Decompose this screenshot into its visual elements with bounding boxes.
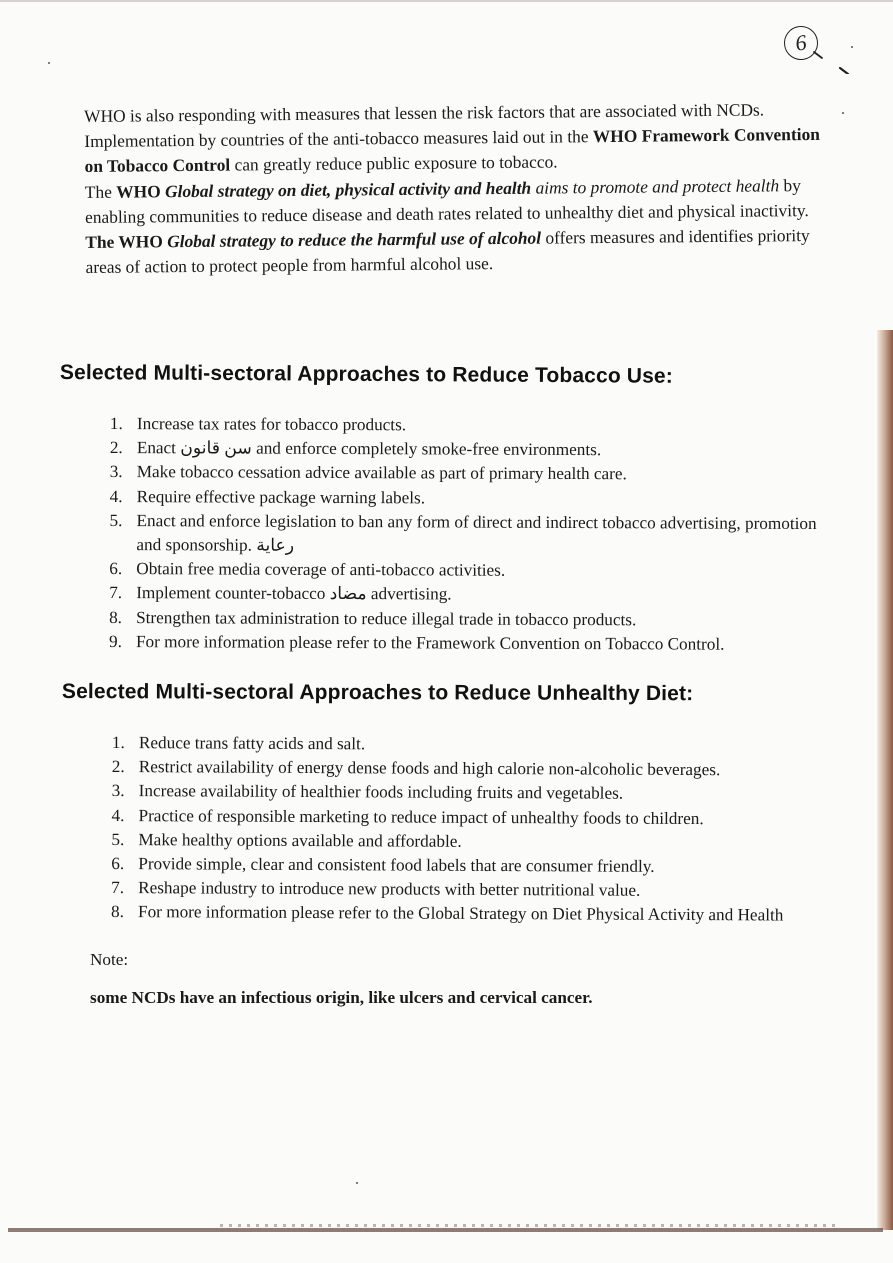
page-bottom-noise	[220, 1224, 840, 1227]
intro-text-run: WHO	[116, 180, 166, 202]
intro-text-run: The	[84, 181, 117, 202]
list-item-text: For more information please refer to the Global Strategy on Diet Physical Activity and Health	[138, 902, 784, 925]
list-item	[112, 755, 827, 783]
list-item-number: 1.	[109, 413, 123, 434]
list-item	[110, 412, 830, 439]
page-number-flourish	[812, 44, 850, 74]
list-item	[112, 779, 827, 807]
scan-speck	[842, 112, 844, 114]
list-item-text: Make tobacco cessation advice available as part of primary health care.	[136, 462, 627, 484]
list-item-number: 5.	[109, 510, 123, 530]
list-item-number: 9.	[108, 631, 122, 651]
intro-text-run: by enabling communities to reduce disease and death rates related to unhealthy diet and physical inactivity.	[84, 174, 809, 227]
tobacco-section-heading: Selected Multi-sectoral Approaches to Reduce Tobacco Use:	[59, 361, 674, 388]
list-item	[110, 460, 830, 487]
scan-speck	[851, 46, 853, 48]
list-item-text: Require effective package warning labels.	[136, 486, 426, 507]
list-item	[110, 436, 830, 463]
list-item-number: 4.	[111, 805, 125, 825]
list-item	[109, 557, 829, 584]
list-item	[109, 630, 829, 657]
intro-text-run: aims to promote and protect health	[531, 174, 780, 198]
list-item-text: Enact سن قانون and enforce completely smoke-free environments.	[136, 438, 602, 460]
intro-text-run: offers measures and identifies priority areas of action to protect people from harmful alcohol use.	[85, 225, 810, 278]
list-item-number: 1.	[111, 733, 125, 753]
list-item-number: 2.	[111, 757, 125, 777]
list-item	[110, 485, 830, 512]
list-item-text: Reshape industry to introduce new products with better nutritional value.	[138, 878, 641, 900]
list-item	[111, 828, 826, 856]
list-item-number: 6.	[111, 854, 125, 874]
page-right-edge-shadow	[877, 330, 893, 1230]
page-top-edge	[0, 0, 893, 2]
intro-text-run: Global strategy to reduce the harmful use of alcohol	[167, 227, 542, 252]
scan-speck	[48, 62, 50, 64]
intro-text	[84, 97, 831, 281]
list-item-number: 5.	[111, 829, 125, 849]
tobacco-approaches-list	[109, 412, 830, 657]
list-item-number: 6.	[109, 559, 123, 579]
list-item-text: Provide simple, clear and consistent food labels that are consumer friendly.	[138, 854, 655, 876]
list-item-text: Increase availability of healthier foods including fruits and vegetables.	[138, 781, 624, 804]
page-number: 6	[782, 24, 820, 62]
list-item-text: Strengthen tax administration to reduce illegal trade in tobacco products.	[136, 607, 637, 629]
intro-text-run: WHO is also responding with measures that lessen the risk factors that are associated with NCDs.	[84, 99, 765, 126]
intro-text-run: can greatly reduce public exposure to tobacco.	[230, 151, 558, 176]
list-item-number: 2.	[109, 438, 123, 458]
page-bottom-edge	[8, 1228, 883, 1232]
list-item-number: 3.	[111, 781, 125, 801]
intro-text-run: Global strategy on diet, physical activity and health	[164, 177, 532, 201]
list-item-text: Implement counter-tobacco مضاد advertising.	[136, 583, 452, 604]
intro-text-run: The WHO	[85, 231, 168, 253]
list-item-text: Obtain free media coverage of anti-tobacco activities.	[136, 559, 506, 580]
diet-approaches-list	[111, 731, 827, 928]
list-item-text: Increase tax rates for tobacco products.	[136, 414, 407, 435]
list-item-text: For more information please refer to the Framework Convention on Tobacco Control.	[135, 631, 725, 654]
list-item-text: Practice of responsible marketing to reduce impact of unhealthy foods to children.	[138, 805, 704, 828]
intro-text-run: WHO Framework Convention on Tobacco Control	[84, 124, 820, 177]
intro-paragraph	[85, 223, 830, 281]
list-item-number: 8.	[109, 607, 123, 627]
intro-paragraph	[84, 122, 829, 180]
diet-section-heading: Selected Multi-sectoral Approaches to Reduce Unhealthy Diet:	[61, 680, 694, 706]
list-item-number: 4.	[109, 486, 123, 506]
list-item-text: Enact and enforce legislation to ban any form of direct and indirect tobacco advertising, promotion and sponsorship. رعاية	[136, 510, 817, 555]
list-item	[111, 900, 826, 928]
list-item	[109, 509, 829, 561]
list-item	[109, 581, 829, 608]
list-item	[111, 804, 826, 832]
list-item	[112, 731, 827, 759]
list-item-text: Restrict availability of energy dense foods and high calorie non-alcoholic beverages.	[138, 757, 721, 780]
list-item	[109, 606, 829, 633]
intro-paragraph	[85, 172, 830, 230]
list-item-number: 3.	[109, 462, 123, 482]
list-item	[111, 852, 826, 880]
list-item-number: 7.	[111, 878, 125, 898]
scan-speck	[356, 1182, 358, 1184]
list-item-number: 7.	[109, 583, 123, 603]
list-item	[111, 876, 826, 904]
list-item-text: Make healthy options available and affordable.	[138, 829, 462, 851]
intro-text-run: Implementation by countries of the anti-tobacco measures laid out in the	[84, 126, 593, 152]
list-item-text: Reduce trans fatty acids and salt.	[138, 733, 366, 754]
note-label: Note:	[90, 950, 129, 969]
note-text: some NCDs have an infectious origin, like ulcers and cervical cancer.	[90, 988, 593, 1007]
list-item-number: 8.	[111, 902, 124, 922]
